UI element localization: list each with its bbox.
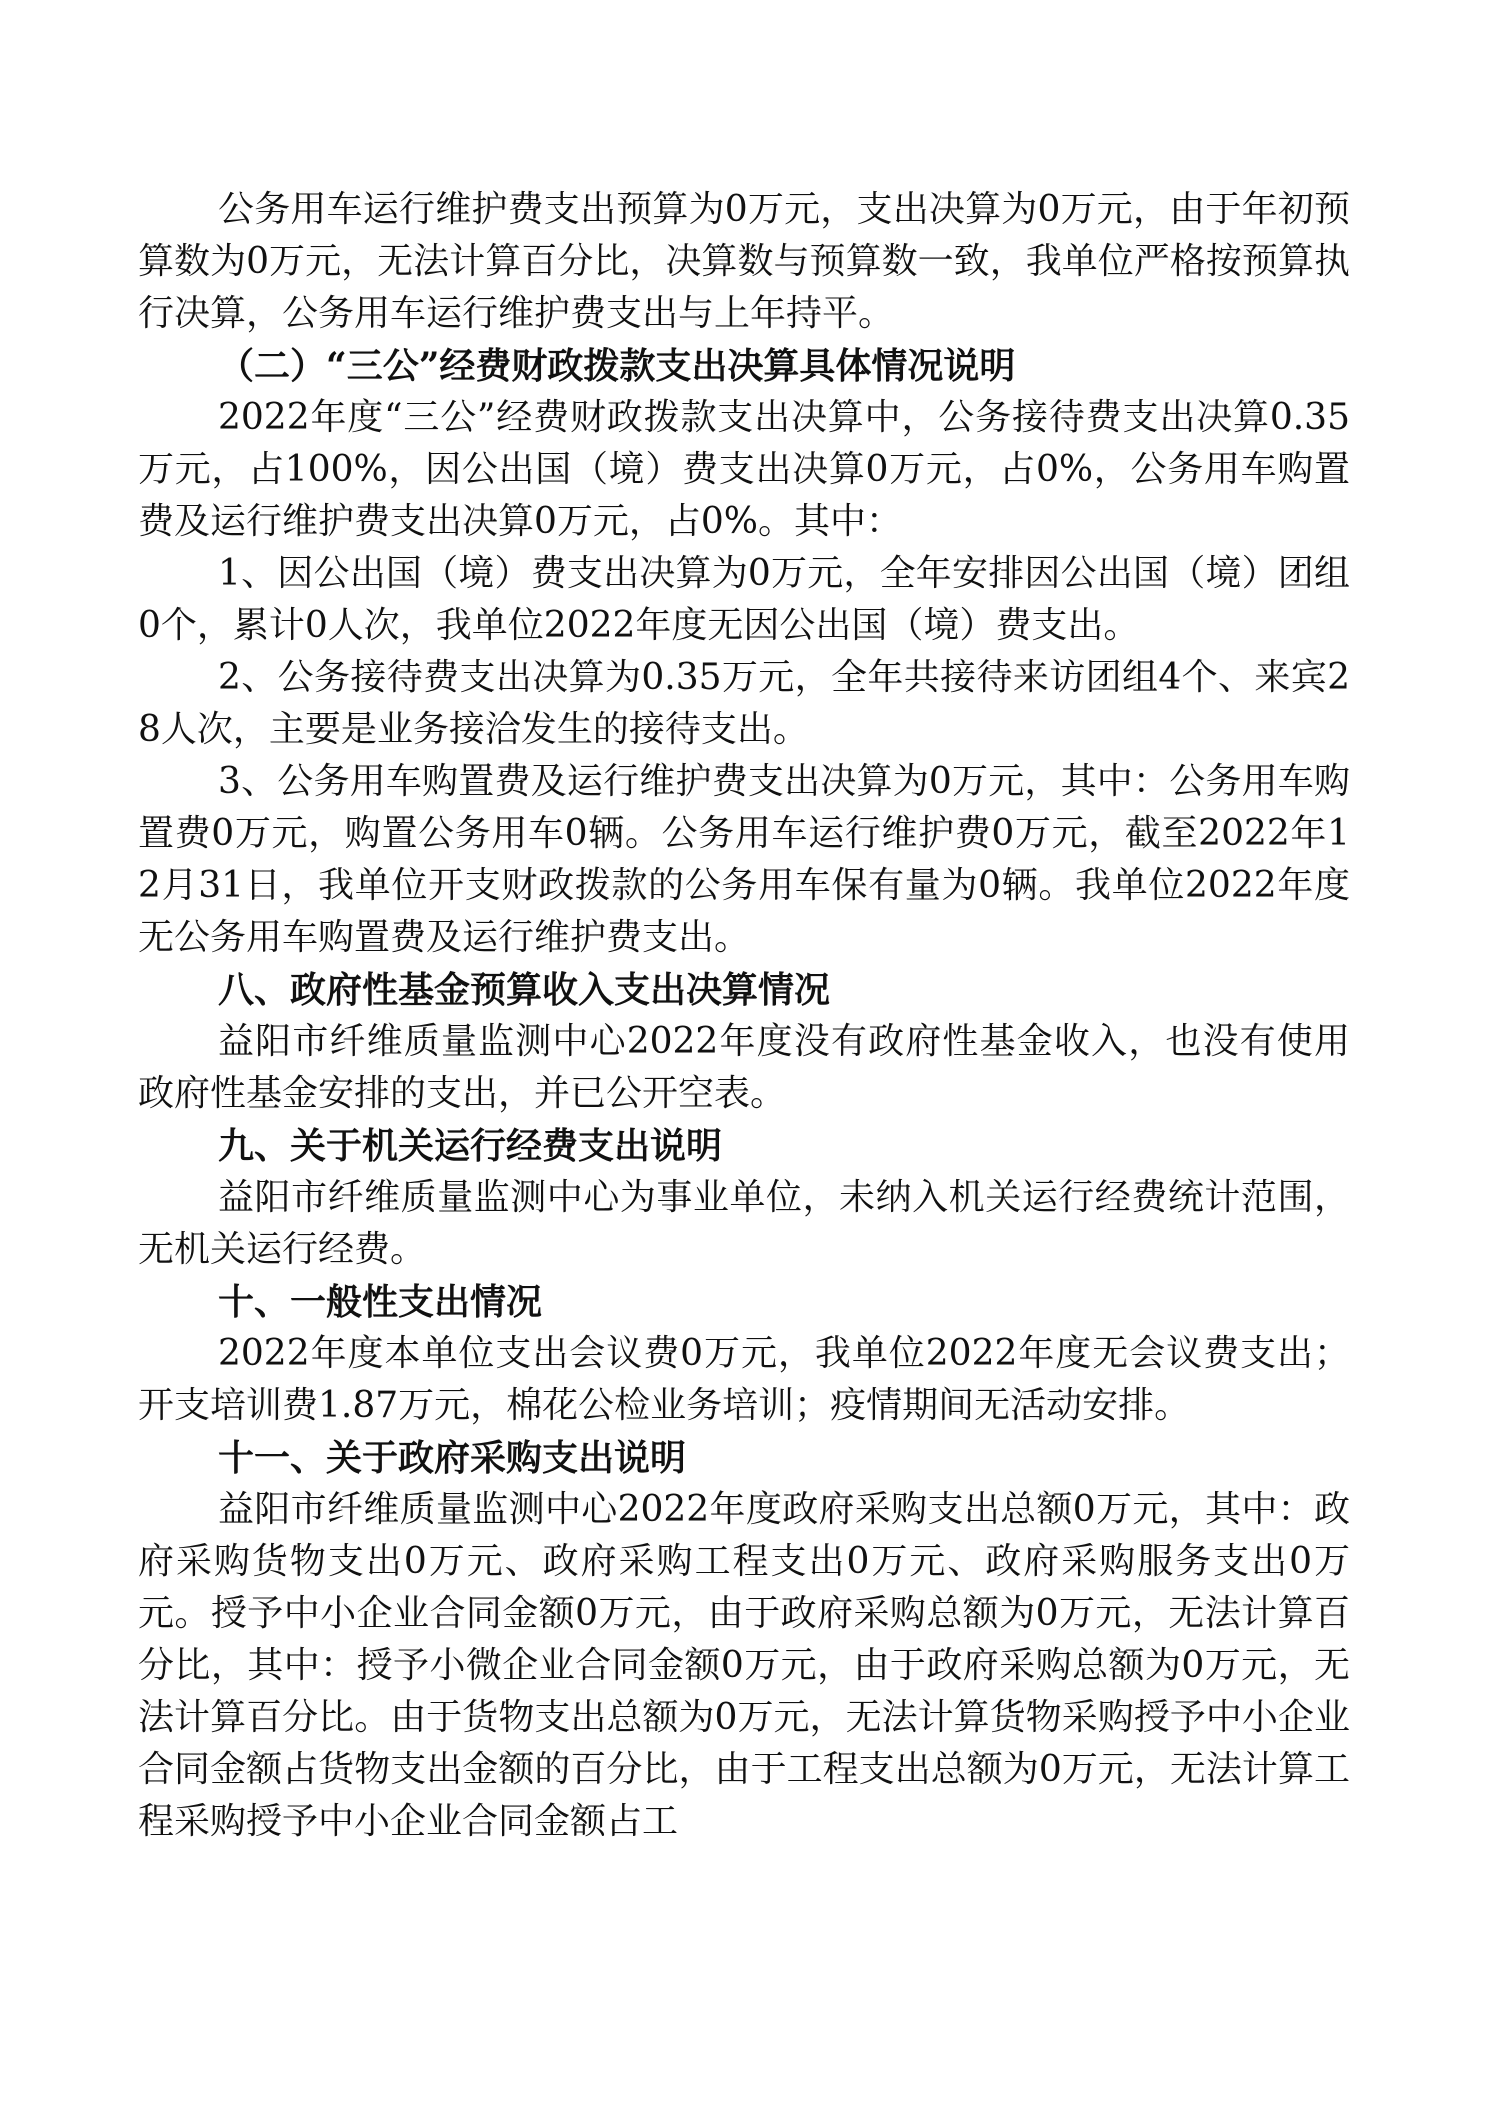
paragraph-reception: 2、公务接待费支出决算为0.35万元，全年共接待来访团组4个、来宾28人次，主要是业务接洽发生的接待支出。 — [138, 657, 1350, 750]
document-body — [138, 184, 1350, 1848]
heading-agency-operating-costs: 九、关于机关运行经费支出说明 — [218, 1125, 723, 1167]
paragraph-agency-operating-costs: 益阳市纤维质量监测中心为事业单位，未纳入机关运行经费统计范围，无机关运行经费。 — [138, 1177, 1350, 1270]
heading-general-expenses: 十、一般性支出情况 — [218, 1281, 543, 1323]
heading-government-procurement: 十一、关于政府采购支出说明 — [218, 1437, 687, 1479]
heading-three-public-expenses: （二）“三公”经费财政拨款支出决算具体情况说明 — [218, 345, 1016, 387]
paragraph-overseas-travel: 1、因公出国（境）费支出决算为0万元，全年安排因公出国（境）团组0个，累计0人次，我单位2022年度无因公出国（境）费支出。 — [138, 553, 1350, 646]
paragraph-three-public-summary: 2022年度“三公”经费财政拨款支出决算中，公务接待费支出决算0.35万元，占100%，因公出国（境）费支出决算0万元，占0%，公务用车购置费及运行维护费支出决算0万元，占0%。其中： — [138, 397, 1350, 542]
paragraph-vehicle-maintenance: 公务用车运行维护费支出预算为0万元，支出决算为0万元，由于年初预算数为0万元，无法计算百分比，决算数与预算数一致，我单位严格按预算执行决算，公务用车运行维护费支出与上年持平。 — [138, 189, 1350, 334]
paragraph-general-expenses: 2022年度本单位支出会议费0万元，我单位2022年度无会议费支出；开支培训费1.87万元，棉花公检业务培训；疫情期间无活动安排。 — [138, 1333, 1350, 1426]
paragraph-government-procurement: 益阳市纤维质量监测中心2022年度政府采购支出总额0万元，其中：政府采购货物支出0万元、政府采购工程支出0万元、政府采购服务支出0万元。授予中小企业合同金额0万元，由于政府采购总额为0万元，无法计算百分比，其中：授予小微企业合同金额0万元，由于政府采购总额为0万元，无法计算百分比。由于货物支出总额为0万元，无法计算货物采购授予中小企业合同金额占货物支出金额的百分比，由于工程支出总额为0万元，无法计算工程采购授予中小企业合同金额占工 — [138, 1489, 1350, 1842]
heading-government-fund: 八、政府性基金预算收入支出决算情况 — [218, 969, 831, 1011]
paragraph-official-vehicles: 3、公务用车购置费及运行维护费支出决算为0万元，其中：公务用车购置费0万元，购置公务用车0辆。公务用车运行维护费0万元，截至2022年12月31日，我单位开支财政拨款的公务用车保有量为0辆。我单位2022年度无公务用车购置费及运行维护费支出。 — [138, 761, 1350, 958]
paragraph-government-fund: 益阳市纤维质量监测中心2022年度没有政府性基金收入，也没有使用政府性基金安排的支出，并已公开空表。 — [138, 1021, 1350, 1114]
